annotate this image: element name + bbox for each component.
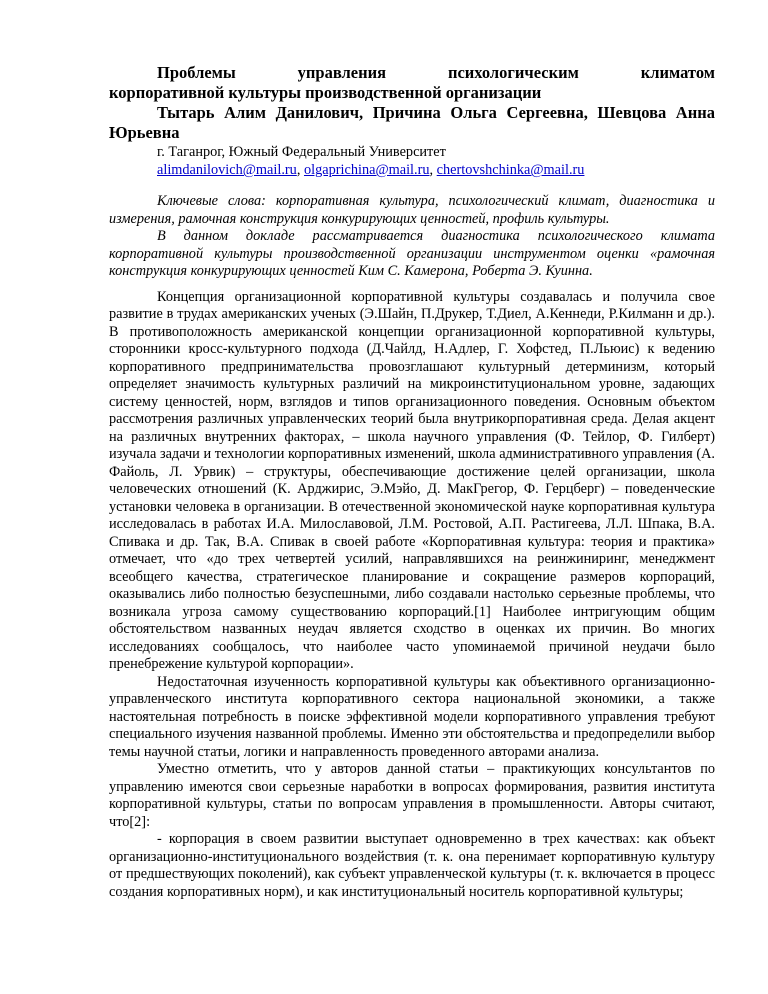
paper-page [109,0,715,901]
affiliation: г. Таганрог, Южный Федеральный Университет [157,144,446,160]
paragraph: Концепция организационной корпоративной культуры создавалась и получила свое развитие в трудах американских ученых (Э.Шайн, П.Друкер, Т.Диел, А.Кеннеди, Р.Килманн и др.). В противоположность американской концепции организационной корпоративной культуры, сторонники кросс-культурного подхода (Д.Чайлд, Н.Адлер, Г. Хофстед, П.Льюис) к ведению корпоративного предпринимательства провозглашают культурный детерминизм, который определяет значимость культурных различий на микроинституциональном уровне, задающих систему ценностей, норм, взглядов и типов организационного поведения. Основным объектом рассмотрения различных управленческих теорий была внутрикорпоративная среда. Делая акцент на различных внутренних факторах, – школа научного управления (Ф. Тейлор, Ф. Гилберт) изучала задачи и технологии корпоративных изменений, школа административного управления (А. Файоль, Л. Урвик) – структуры, обеспечивающие достижение целей организации, школа человеческих отношений (К. Арджирис, Э.Мэйо, Д. МакГрегор, Ф. Герцберг) – поведенческие установки человека в организации. В отечественной экономической науке корпоративная культура исследовалась в работах И.А. Милославовой, Л.М. Ростовой, А.П. Растигеева, Л.Л. Шпака, В.А. Спивака и др. Так, В.А. Спивак в своей работе «Корпоративная культура: теория и практика» отмечает, что «до трех четвертей усилий, направлявшихся на реинжиниринг, менеджмент всеобщего качества, стратегическое планирование и сокращение размеров корпораций, оказывались либо полностью безуспешными, либо создавали настолько серьезные проблемы, что возникала угроза самому существованию корпораций.[1] Наиболее интригующим общим обстоятельством названных неудач является сходство в оценках их причин. Во многих исследованиях сообщалось, что наиболее часто упоминаемой причиной неудачи было пренебрежение культурой корпорации». [109,288,715,672]
email-link-3[interactable]: chertovshchinka@mail.ru [436,162,585,178]
paragraph: Уместно отметить, что у авторов данной статьи – практикующих консультантов по управлению имеются свои серьезные наработки в вопросах формирования, развития института корпоративной культуры, статьи по вопросам управления в промышленности. Авторы считают, что[2]: [109,761,715,830]
list-item: - корпорация в своем развитии выступает одновременно в трех качествах: как объект организационно-институционального воздействия (т. к. она перенимает корпоративную культуру от предшествующих поколений), как субъект управленческой культуры (т. к. включается в процесс создания корпоративных норм), и как институциональный носитель корпоративной культуры; [109,831,715,900]
keywords: Ключевые слова: корпоративная культура, психологический климат, диагностика и измерения, рамочная конструкция конкурирующих ценностей, профиль культуры. [109,193,715,227]
paragraph: Недостаточная изученность корпоративной культуры как объективного организационно-управленческого института корпоративного сектора национальной экономики, а также настоятельная потребность в поиске эффективной модели корпоративного управления требуют специального изучения названной проблемы. Именно эти обстоятельства и предопределили выбор темы научной статьи, логики и направленность проведенного авторами анализа. [109,673,715,760]
paper-title [109,63,715,103]
email-list: alimdanilovich@mail.ru, olgaprichina@mail.ru, chertovshchinka@mail.ru [157,162,585,178]
email-link-1[interactable]: alimdanilovich@mail.ru [157,162,297,178]
abstract: В данном докладе рассматривается диагностика психологического климата корпоративной культуры производственной организации инструментом оценки «рамочная конструкция конкурирующих ценностей Ким С. Камерона, Роберта Э. Куинна. [109,228,715,279]
body-text [109,289,715,902]
title-line-1: Проблемы управления психологическим климатом [157,63,715,82]
title-line-2: корпоративной культуры производственной организации [109,83,542,102]
authors: Тытарь Алим Данилович, Причина Ольга Сергеевна, Шевцова Анна Юрьевна [109,103,715,142]
email-link-2[interactable]: olgaprichina@mail.ru [303,162,430,178]
